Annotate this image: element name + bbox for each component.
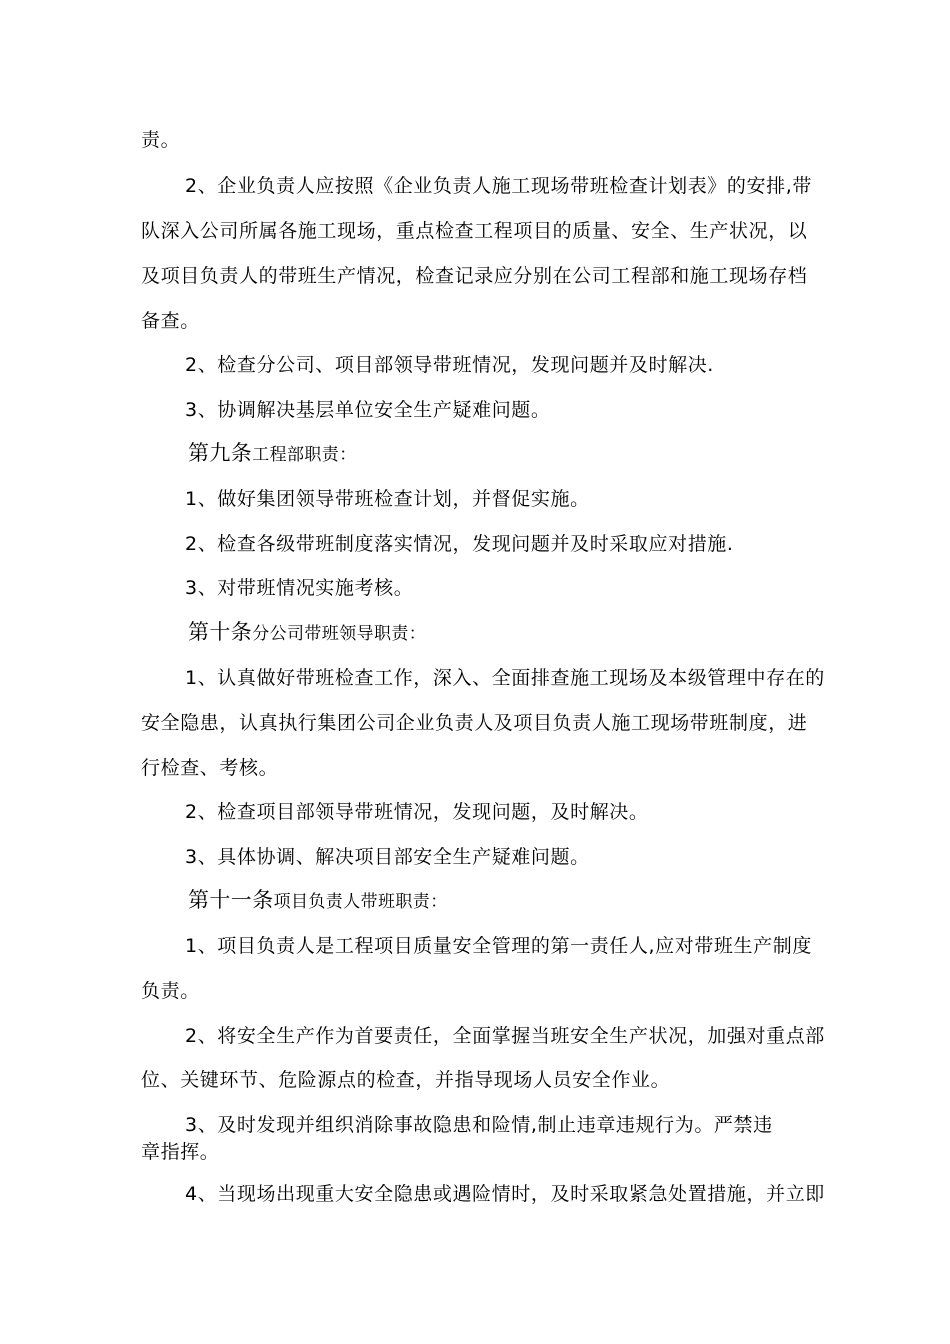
paragraph-line: 3、具体协调、解决项目部安全生产疑难问题。 [185,846,590,868]
article-heading [188,620,426,646]
paragraph-line: 安全隐患，认真执行集团公司企业负责人及项目负责人施工现场带班制度，进 [141,712,808,734]
paragraph-line: 3、对带班情况实施考核。 [185,577,414,599]
article-heading [188,441,357,467]
paragraph-line: 1、项目负责人是工程项目质量安全管理的第一责任人,应对带班生产制度 [185,935,812,957]
paragraph-line: 1、认真做好带班检查工作，深入、全面排查施工现场及本级管理中存在的 [185,667,825,689]
paragraph-line: 及项目负责人的带班生产情况，检查记录应分别在公司工程部和施工现场存档 [141,265,808,287]
paragraph-line: 2、企业负责人应按照《企业负责人施工现场带班检查计划表》的安排,带 [185,175,812,197]
article-heading [188,888,448,914]
paragraph-line: 负责。 [141,980,200,1002]
paragraph-line: 3、及时发现并组织消除事故隐患和险情,制止违章违规行为。严禁违 [185,1114,773,1136]
paragraph-line: 备查。 [141,310,200,332]
article-number: 第十一条 [188,888,274,912]
paragraph-line: 行检查、考核。 [141,757,279,779]
article-number: 第九条 [188,441,253,465]
article-title: 分公司带班领导职责： [252,624,427,644]
article-title: 项目负责人带班职责： [273,892,448,912]
paragraph-line: 2、检查分公司、项目部领导带班情况，发现问题并及时解决. [185,354,714,376]
article-number: 第十条 [188,620,253,644]
paragraph-line: 1、做好集团领导带班检查计划，并督促实施。 [185,488,590,510]
paragraph-line: 4、当现场出现重大安全隐患或遇险情时，及时采取紧急处置措施，并立即 [185,1183,825,1205]
paragraph-line: 2、将安全生产作为首要责任，全面掌握当班安全生产状况，加强对重点部 [185,1025,825,1047]
paragraph-line: 章指挥。 [141,1141,220,1163]
paragraph-line: 2、检查各级带班制度落实情况，发现问题并及时采取应对措施. [185,533,734,555]
paragraph-line: 2、检查项目部领导带班情况，发现问题，及时解决。 [185,801,649,823]
paragraph-line: 责。 [141,129,181,151]
paragraph-line: 队深入公司所属各施工现场，重点检查工程项目的质量、安全、生产状况，以 [141,220,808,242]
paragraph-line: 3、协调解决基层单位安全生产疑难问题。 [185,399,551,421]
article-title: 工程部职责： [252,445,357,465]
paragraph-line: 位、关键环节、危险源点的检查，并指导现场人员安全作业。 [141,1069,671,1091]
